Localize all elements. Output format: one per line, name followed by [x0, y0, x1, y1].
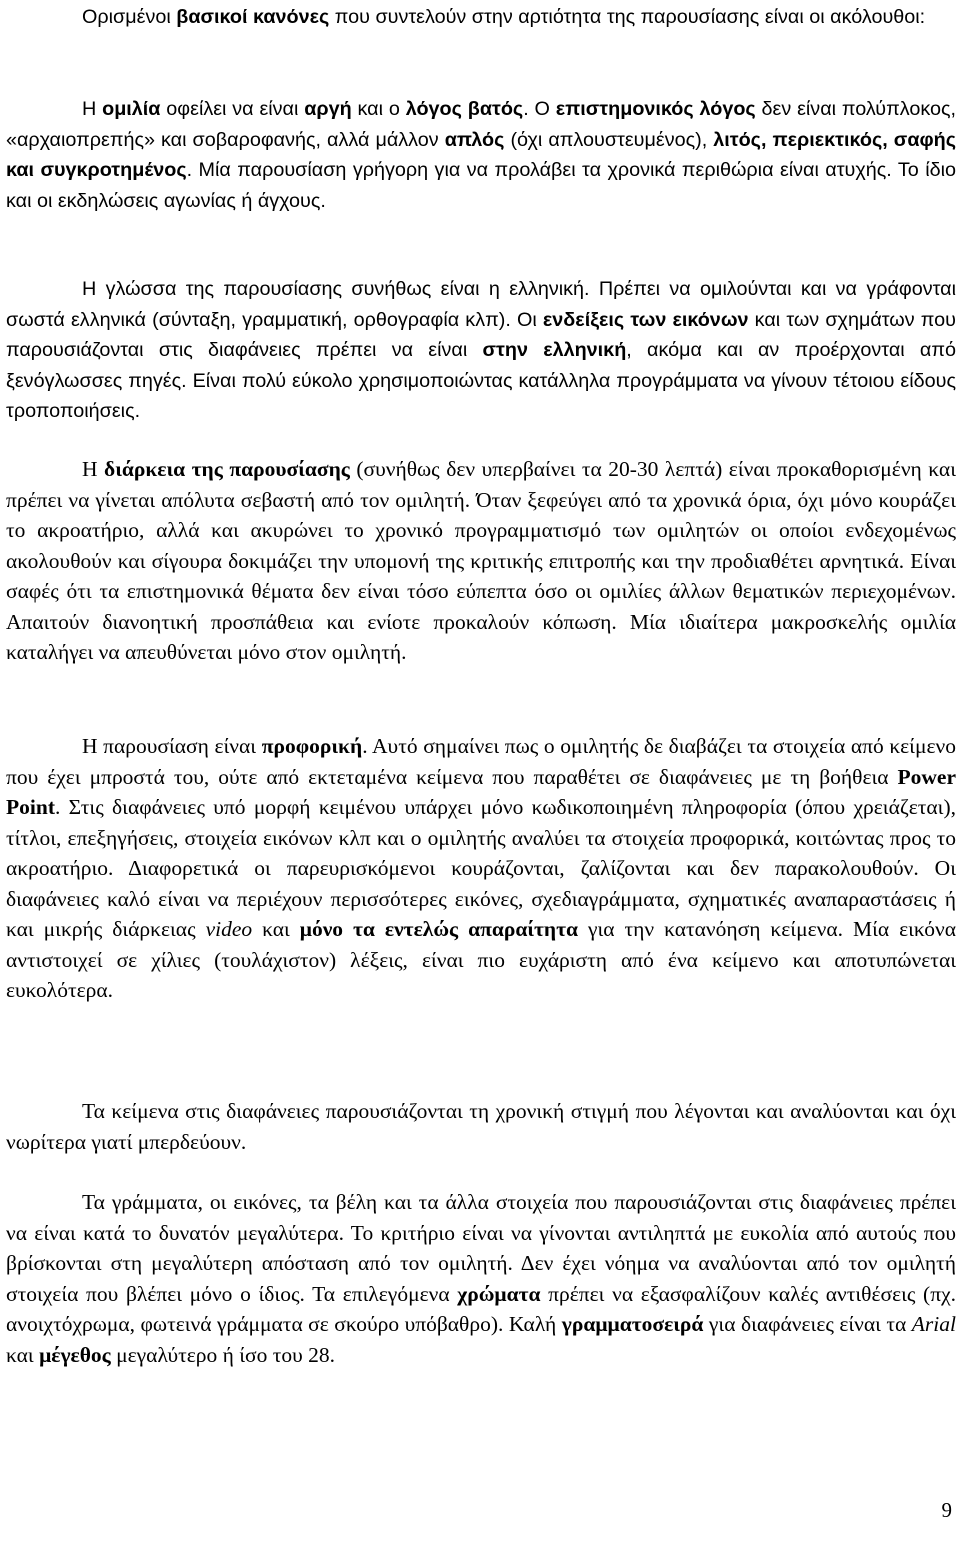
bold-text: μόνο τα εντελώς απαραίτητα [299, 917, 579, 941]
paragraph-slide-text-timing [6, 1096, 956, 1157]
text-run: (συνήθως δεν υπερβαίνει τα 20-30 λεπτά) είναι προκαθορισμένη και πρέπει να γίνεται απόλυτα σεβαστή από τον ομιλητή. Όταν ξεφεύγει από τα χρονικά όρια, όχι μόνο κουράζει το ακροατήριο, αλλά και ακυρώνει το χρονικό προγραμματισμό των ομιλητών οι οποίοι ενδεχομένως ακολουθούν και σίγουρα δοκιμάζει την υπομονή της κριτικής επιτροπής και την προδιαθέτει αρνητικά. Είναι σαφές ότι τα επιστημονικά θέματα δεν είναι τόσο εύπεπτα όσο οι ομιλίες άλλων θεματικών περιεχομένων. Απαιτούν διανοητική προσπάθεια και ενίοτε προκαλούν κόπωση. Μία ιδιαίτερα μακροσκελής ομιλία καταλήγει να απευθύνεται μόνο στον ομιλητή. [6, 457, 956, 664]
paragraph-language [6, 274, 956, 427]
text-run: για διαφάνειες είναι τα [703, 1312, 912, 1336]
text-run: Τα γράμματα, οι εικόνες, τα βέλη και τα άλλα στοιχεία που παρουσιάζονται στις διαφάνειες πρέπει να είναι κατά το δυνατόν μεγαλύτερα. Το κριτήριο είναι να γίνονται αντιληπτά με ευκολία από αυτούς που βρίσκονται στη μεγαλύτερη απόσταση από τον ομιλητή. Δεν έχει νόημα να αναλύονται από τον ομιλητή στοιχεία που βλέπει μόνο ο ίδιος. Τα επιλεγόμενα [6, 1190, 956, 1306]
bold-text: στην ελληνική [482, 339, 627, 361]
bold-text: μέγεθος [39, 1342, 111, 1367]
text-run: . Ο [523, 98, 556, 120]
bold-text: ομιλία [102, 98, 161, 120]
text-run: Τα κείμενα στις διαφάνειες παρουσιάζονται τη χρονική στιγμή που λέγονται και αναλύονται και όχι νωρίτερα γιατί μπερδεύουν. [6, 1099, 956, 1154]
text-run: δεν είναι πολύπλοκος, «αρχαιοπρεπής» και σοβαροφανής, αλλά μάλλον [6, 98, 957, 151]
text-run: Η γλώσσα της παρουσίασης συνήθως είναι η ελληνική. Πρέπει να ομιλούνται και να γράφονται σωστά ελληνικά (σύνταξη, γραμματική, ορθογραφία κλπ). Οι [6, 278, 956, 331]
bold-text: λιτός, περιεκτικός, σαφής και συγκροτημένος [6, 128, 957, 181]
text-run: και [6, 1342, 40, 1367]
bold-text: Power Point [6, 764, 956, 819]
text-run: Η [82, 457, 105, 481]
bold-text: γραμματοσειρά [561, 1312, 704, 1336]
bold-text: χρώματα [457, 1281, 541, 1306]
text-run: . Αυτό σημαίνει πως ο ομιλητής δε διαβάζει τα στοιχεία από κείμενο που έχει μπροστά του, ούτε από εκτεταμένα κείμενα που παραθέτει σε διαφάνειες με τη βοήθεια [6, 734, 956, 789]
bold-text: βασικοί κανόνες [176, 6, 330, 28]
text-run: πρέπει να εξασφαλίζουν καλές αντιθέσεις (πχ. ανοιχτόχρωμα, φωτεινά γράμματα σε σκούρο υπόβαθρο). Καλή [6, 1281, 956, 1336]
text-run: Ορισμένοι [82, 6, 177, 28]
paragraph-duration [6, 454, 956, 668]
bold-text: απλός [444, 128, 505, 151]
text-run: (όχι απλουστευμένος), [504, 128, 714, 151]
bold-text: αργή [304, 98, 352, 120]
text-run: και των σχημάτων που παρουσιάζονται στις διαφάνειες πρέπει να είναι [6, 308, 956, 361]
bold-text: διάρκεια της παρουσίασης [104, 457, 350, 481]
text-run: οφείλει να είναι [160, 98, 305, 120]
bold-text: προφορική [261, 734, 363, 758]
text-run: Η παρουσίαση είναι [82, 734, 262, 758]
text-run: . Στις διαφάνειες υπό μορφή κειμένου υπάρχει μόνο κωδικοποιημένη πληροφορία (όπου χρειάζεται), τίτλοι, επεξηγήσεις, στοιχεία εικόνων κλπ και ο ομιλητής αναλύει τα στοιχεία προφορικά, κοιτώντας προς το ακροατήριο. Διαφορετικά οι παρευρισκόμενοι κουράζονται, ζαλίζονται και δεν παρακολουθούν. Οι διαφάνειες καλό είναι να περιέχουν περισσότερες εικόνες, σχεδιαγράμματα, σχηματικές αναπαραστάσεις ή και μικρής διάρκειας [6, 795, 956, 941]
text-run: . Μία παρουσίαση γρήγορη για να προλάβει τα χρονικά περιθώρια είναι ατυχής. Το ίδιο και οι εκδηλώσεις αγωνίας ή άγχους. [6, 159, 957, 212]
paragraph-oral-presentation [6, 731, 956, 1006]
bold-text: επιστημονικός λόγος [555, 98, 756, 120]
text-run: και ο [351, 98, 406, 120]
text-run: , ακόμα και αν προέρχονται από ξενόγλωσσες πηγές. Είναι πολύ εύκολο χρησιμοποιώντας κατάλληλα προγράμματα να γίνουν τέτοιου είδους τροποποιήσεις. [6, 339, 956, 422]
bold-text: λόγος βατός [405, 98, 524, 120]
paragraph-slide-visibility [6, 1187, 956, 1370]
bold-text: ενδείξεις των εικόνων [542, 308, 749, 331]
italic-text: Arial [911, 1312, 956, 1336]
italic-text: video [205, 917, 253, 941]
text-run: που συντελούν στην αρτιότητα της παρουσίασης είναι οι ακόλουθοι: [329, 6, 926, 28]
text-run: για την κατανόηση κείμενα. Μία εικόνα αντιστοιχεί σε χίλιες (τουλάχιστον) λέξεις, είναι πιο ευχάριστη από ένα κείμενο και αποτυπώνεται ευκολότερα. [6, 917, 956, 1002]
text-run: Η [82, 98, 103, 120]
page-number: 9 [941, 1498, 952, 1522]
paragraph-speech-rules [6, 94, 956, 216]
text-run: μεγαλύτερο ή ίσο του 28. [110, 1342, 336, 1367]
paragraph-basic-rules [6, 2, 956, 33]
text-run: και [252, 917, 300, 941]
